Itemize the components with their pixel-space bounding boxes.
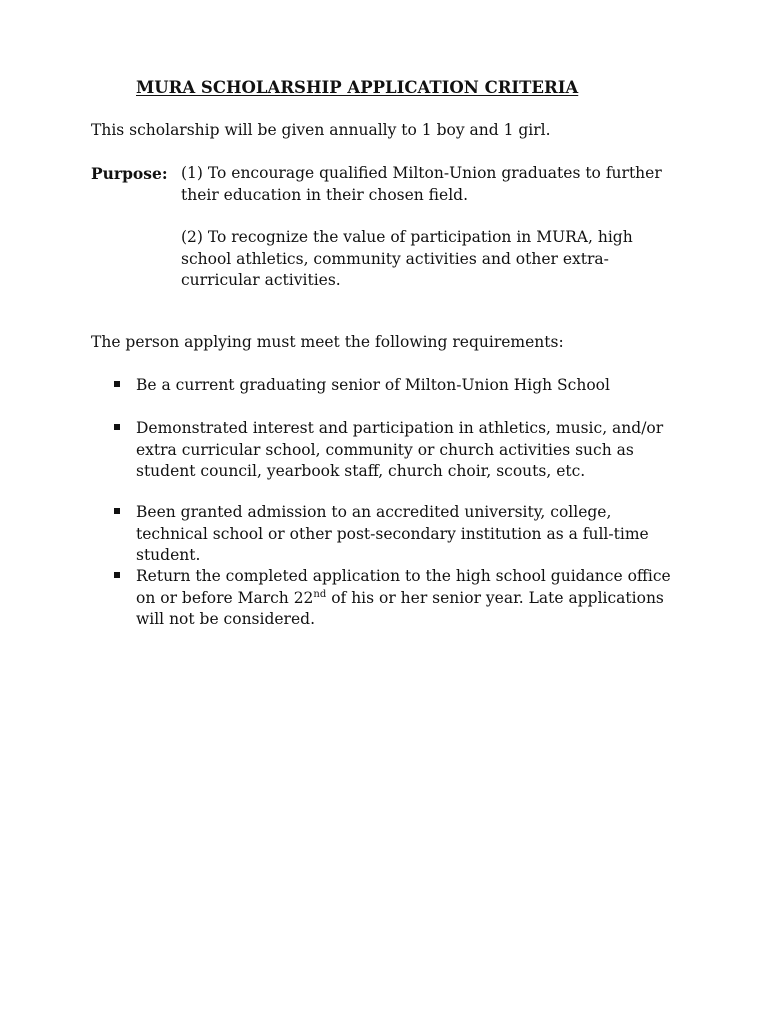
intro-text: This scholarship will be given annually to 1 boy and 1 girl. xyxy=(91,121,551,139)
requirement-item xyxy=(136,375,684,397)
requirements-intro: The person applying must meet the following requirements: xyxy=(91,333,564,351)
requirement-text-before: Return the completed application to the high school guidance office on or before March 22 xyxy=(136,567,671,607)
square-bullet-icon xyxy=(114,381,120,387)
purpose-label: Purpose: xyxy=(91,164,168,183)
requirement-item xyxy=(136,418,684,483)
requirement-item xyxy=(136,566,684,631)
square-bullet-icon xyxy=(114,424,120,430)
ordinal-superscript: nd xyxy=(313,588,327,600)
requirement-item xyxy=(136,502,684,567)
requirement-text-after: of his or her senior year. Late applications will not be considered. xyxy=(136,588,664,628)
requirement-text: Be a current graduating senior of Milton-Union High School xyxy=(136,376,610,394)
requirement-text: Demonstrated interest and participation in athletics, music, and/or extra curricular school, community or church activities such as student council, yearbook staff, church choir, scouts, etc. xyxy=(136,419,664,480)
requirement-text: Been granted admission to an accredited university, college, technical school or other post-secondary institution as a full-time student. xyxy=(136,503,649,564)
purpose-item-2: (2) To recognize the value of participation in MURA, high school athletics, community activities and other extra-curricular activities. xyxy=(181,228,633,289)
square-bullet-icon xyxy=(114,572,120,578)
square-bullet-icon xyxy=(114,508,120,514)
document-title: MURA SCHOLARSHIP APPLICATION CRITERIA xyxy=(136,78,579,97)
purpose-item-1: (1) To encourage qualified Milton-Union graduates to further their education in their chosen field. xyxy=(181,164,662,204)
